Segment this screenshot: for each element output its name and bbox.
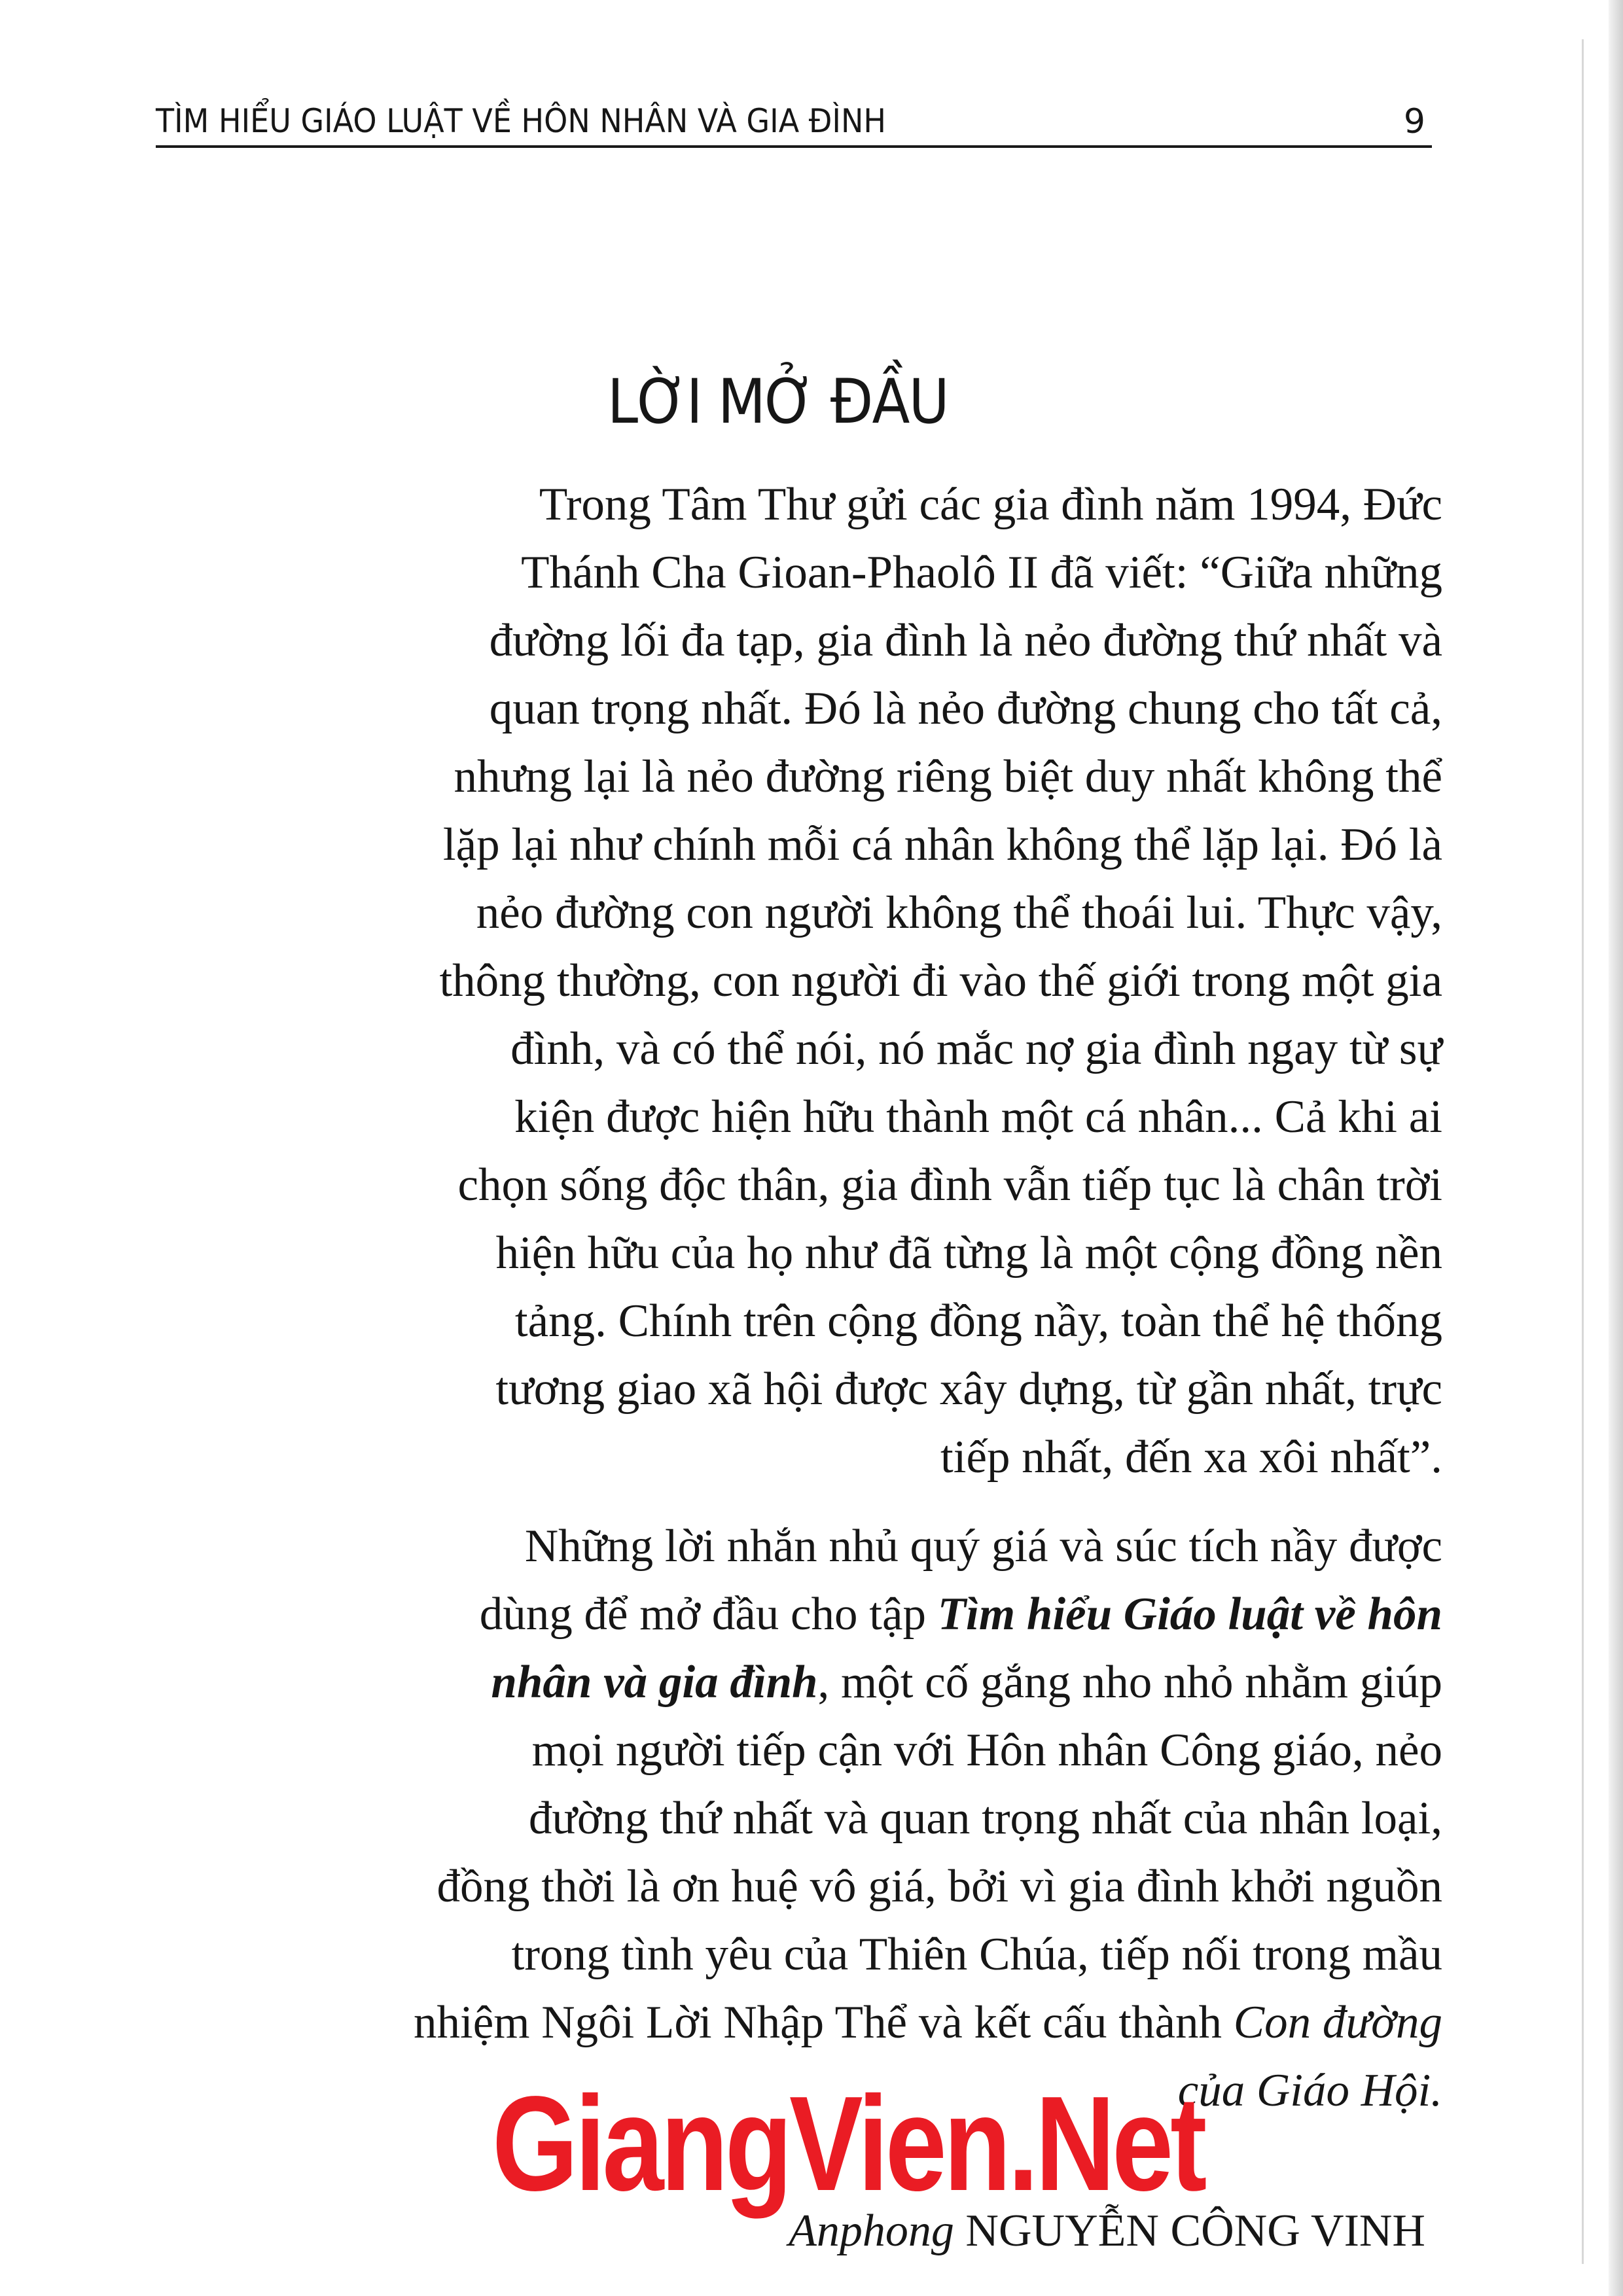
running-title: TÌM HIỂU GIÁO LUẬT VỀ HÔN NHÂN VÀ GIA ĐÌNH (156, 102, 887, 140)
paragraph-1-line: quan trọng nhất. Đó là nẻo đường chung cho tất cả, (489, 683, 1442, 734)
paragraph-2-line (491, 1659, 1442, 1706)
chapter-title: LỜI MỞ ĐẦU (607, 366, 948, 438)
watermark-text: GiangVien.Net (492, 2068, 1204, 2219)
text-run: nhiệm Ngôi Lời Nhập Thể và kết cấu thành (414, 1997, 1234, 2048)
book-title-emphasis: Tìm hiểu Giáo luật về hôn (937, 1589, 1442, 1640)
paragraph-1-line: chọn sống độc thân, gia đình vẫn tiếp tục là chân trời (457, 1159, 1442, 1210)
italic-emphasis: của Giáo Hội. (1177, 2065, 1442, 2116)
paragraph-2-line (1177, 2065, 1442, 2116)
book-title-emphasis: nhân và gia đình (491, 1657, 818, 1708)
signature-given-name: Anphong (789, 2206, 966, 2256)
paragraph-1-line: đình, và có thể nói, nó mắc nợ gia đình ngay từ sự (510, 1023, 1442, 1074)
paragraph-1-line: tiếp nhất, đến xa xôi nhất”. (940, 1432, 1442, 1483)
paragraph-2-line (414, 1997, 1442, 2048)
paragraph-2-line (480, 1591, 1442, 1638)
paragraph-2-line: đồng thời là ơn huệ vô giá, bởi vì gia đình khởi nguồn (437, 1861, 1442, 1912)
italic-emphasis: Con đường (1233, 1997, 1442, 2048)
page-fold-line (1582, 39, 1584, 2264)
paragraph-1-line: hiện hữu của họ như đã từng là một cộng đồng nền (495, 1227, 1442, 1279)
paragraph-1-line: đường lối đa tạp, gia đình là nẻo đường thứ nhất và (489, 615, 1442, 666)
paragraph-1-line: Thánh Cha Gioan-Phaolô II đã viết: “Giữa những (521, 547, 1442, 598)
paragraph-1-line: thông thường, con người đi vào thế giới trong một gia (439, 955, 1442, 1006)
paragraph-1-line: nẻo đường con người không thể thoái lui. Thực vậy, (476, 887, 1442, 938)
text-run: dùng để mở đầu cho tập (479, 1589, 938, 1640)
author-signature (789, 2205, 1425, 2257)
paragraph-2-line: đường thứ nhất và quan trọng nhất của nhân loại, (528, 1793, 1442, 1844)
paragraph-2-line: mọi người tiếp cận với Hôn nhân Công giáo, nẻo (531, 1725, 1442, 1776)
running-header (156, 98, 1432, 148)
paragraph-1-line: tương giao xã hội được xây dựng, từ gần nhất, trực (495, 1364, 1442, 1415)
page-number: 9 (1403, 102, 1425, 141)
signature-family-name: NGUYỄN CÔNG VINH (965, 2206, 1425, 2256)
page-edge-shadow (1609, 0, 1623, 2296)
paragraph-1-line: kiện được hiện hữu thành một cá nhân... Cả khi ai (514, 1091, 1442, 1142)
paragraph-1-line: nhưng lại là nẻo đường riêng biệt duy nhất không thể (454, 751, 1442, 802)
paragraph-1-line: lặp lại như chính mỗi cá nhân không thể lặp lại. Đó là (442, 819, 1442, 870)
paragraph-1-line: tảng. Chính trên cộng đồng nầy, toàn thể hệ thống (514, 1296, 1442, 1347)
text-run: , một cố gắng nho nhỏ nhằm giúp (817, 1657, 1442, 1708)
paragraph-1-line: Trong Tâm Thư gửi các gia đình năm 1994, Đức (539, 479, 1442, 530)
paragraph-2-line: trong tình yêu của Thiên Chúa, tiếp nối trong mầu (511, 1929, 1442, 1980)
paragraph-2-line: Những lời nhắn nhủ quý giá và súc tích nầy được (524, 1521, 1442, 1572)
